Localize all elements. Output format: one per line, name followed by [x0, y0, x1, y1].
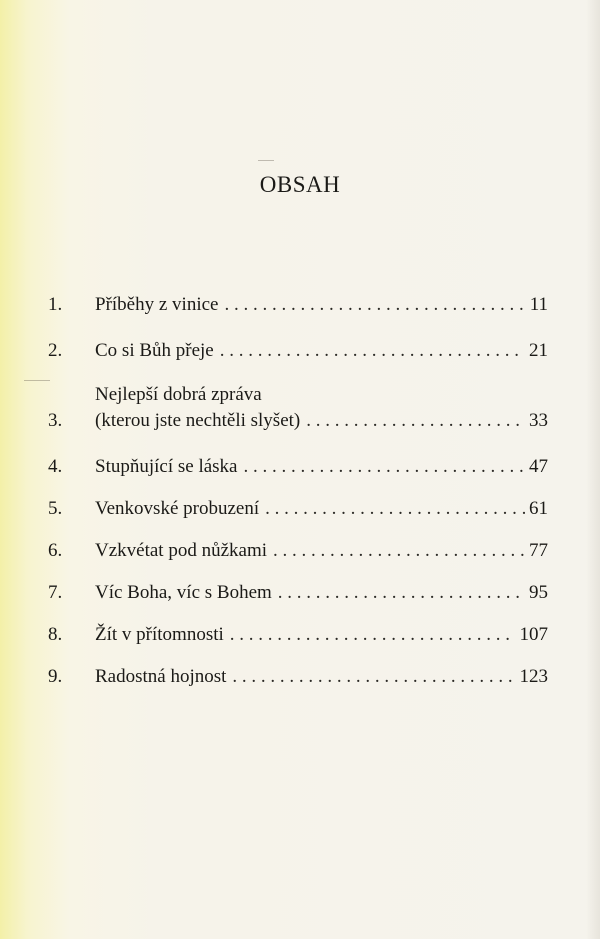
dot-leader	[278, 580, 525, 606]
toc-entry	[48, 292, 548, 318]
entry-body	[95, 664, 548, 690]
entry-number: 4.	[48, 456, 63, 477]
entry-number: 8.	[48, 624, 63, 645]
page-number: 61	[529, 498, 548, 519]
dot-leader	[232, 664, 515, 690]
entry-body	[95, 338, 548, 364]
entry-title: Radostná hojnost	[95, 666, 227, 687]
dot-leader	[224, 292, 525, 318]
toc-entry	[48, 496, 548, 522]
dot-leader	[273, 538, 525, 564]
entry-title: Vzkvétat pod nůžkami	[95, 540, 268, 561]
dot-leader	[243, 454, 525, 480]
page-number: 77	[529, 540, 548, 561]
entry-title: Víc Boha, víc s Bohem	[95, 582, 272, 603]
entry-title: Stupňující se láska	[95, 456, 238, 477]
page-number: 47	[529, 456, 548, 477]
entry-number: 7.	[48, 582, 63, 603]
dot-leader	[306, 408, 525, 434]
page-number: 123	[519, 666, 548, 687]
entry-number: 9.	[48, 666, 63, 687]
paper-scratch	[24, 380, 50, 381]
entry-row	[95, 454, 548, 480]
dot-leader	[230, 622, 516, 648]
entry-number: 2.	[48, 340, 63, 361]
entry-title-line: Nejlepší dobrá zpráva	[95, 384, 262, 405]
entry-row	[95, 664, 548, 690]
entry-body	[95, 580, 548, 606]
entry-number: 1.	[48, 294, 63, 315]
page-number: 33	[529, 410, 548, 431]
entry-row	[95, 496, 548, 522]
entry-body	[95, 292, 548, 318]
entry-title: Příběhy z vinice	[95, 294, 219, 315]
toc-entry	[48, 580, 548, 606]
dot-leader	[265, 496, 525, 522]
page-edge-shadow	[586, 0, 600, 939]
toc-entry	[48, 664, 548, 690]
page-number: 11	[529, 294, 548, 315]
page-number: 21	[529, 340, 548, 361]
entry-body	[95, 496, 548, 522]
toc-entry	[48, 382, 548, 434]
entry-number: 6.	[48, 540, 63, 561]
entry-row	[95, 408, 548, 434]
table-of-contents	[48, 292, 548, 690]
entry-row	[95, 292, 548, 318]
page-number: 95	[529, 582, 548, 603]
entry-number: 5.	[48, 498, 63, 519]
toc-entry	[48, 338, 548, 364]
entry-row	[95, 338, 548, 364]
entry-body	[95, 382, 548, 434]
entry-number: 3.	[48, 410, 63, 431]
entry-row	[95, 622, 548, 648]
entry-row	[95, 580, 548, 606]
entry-title: Žít v přítomnosti	[95, 624, 224, 645]
toc-entry	[48, 538, 548, 564]
page-number: 107	[519, 624, 548, 645]
dot-leader	[220, 338, 525, 364]
entry-body	[95, 622, 548, 648]
entry-title: Co si Bůh přeje	[95, 340, 214, 361]
entry-title: (kterou jste nechtěli slyšet)	[95, 410, 301, 431]
entry-body	[95, 538, 548, 564]
paper-scratch	[258, 160, 274, 161]
entry-body	[95, 454, 548, 480]
page-title: OBSAH	[259, 172, 341, 197]
toc-entry	[48, 454, 548, 480]
entry-row	[95, 538, 548, 564]
toc-entry	[48, 622, 548, 648]
entry-title: Venkovské probuzení	[95, 498, 260, 519]
